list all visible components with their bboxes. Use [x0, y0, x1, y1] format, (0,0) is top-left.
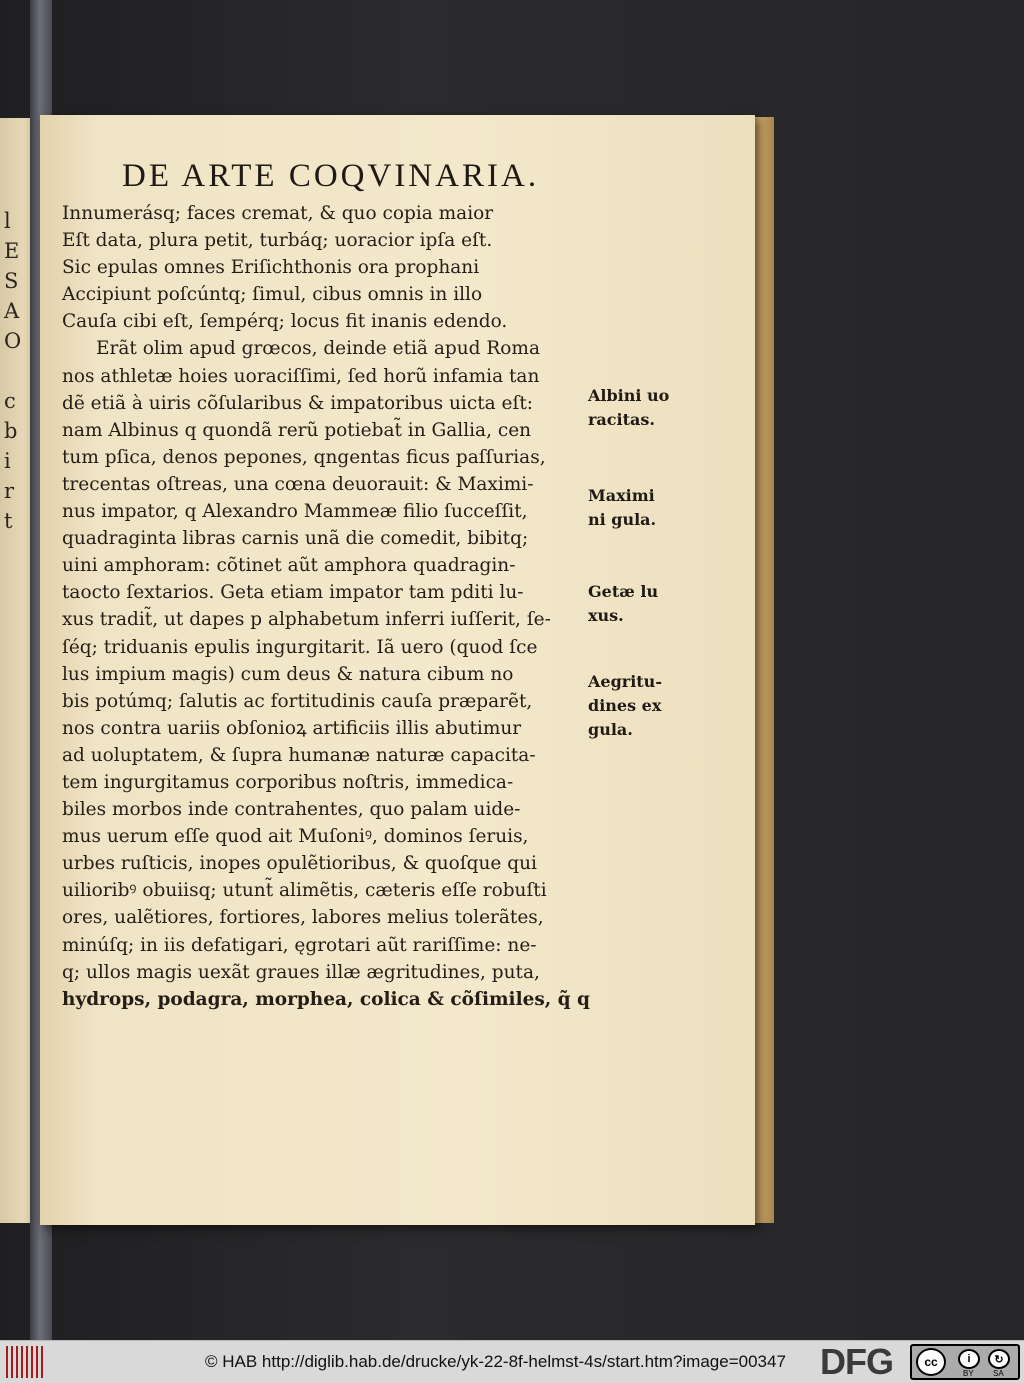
text-line: uilioribꝰ obuiisq; utunt̃ alimẽtis, cæteris eſſe robuſti — [62, 880, 547, 902]
source-credit-link[interactable]: © HAB http://diglib.hab.de/drucke/yk-22-8f-helmst-4s/start.htm?image=00347 — [205, 1352, 786, 1371]
margin-note-line: gula. — [588, 720, 633, 739]
text-line: nus impator, q Alexandro Mammeæ filio ſucceſſit, — [62, 501, 528, 523]
text-line: Accipiunt poſcúntq; ſimul, cibus omnis in illo — [62, 284, 483, 306]
attribution-icon: i — [958, 1349, 980, 1369]
text-line: biles morbos inde contrahentes, quo palam uide- — [62, 799, 521, 821]
facing-page-letter: l — [4, 209, 11, 233]
text-line: minúſq; in iis defatigari, ęgrotari aũt rariſſime: ne- — [62, 934, 537, 956]
text-line: nam Albinus q quondã rerũ potiebat̃ in Gallia, cen — [62, 419, 532, 441]
text-line: Cauſa cibi eſt, ſempérq; locus fit inanis edendo. — [62, 311, 508, 333]
margin-note-geta — [588, 580, 708, 628]
text-line: quadraginta libras carnis unã die comedit, bibitq; — [62, 528, 529, 550]
text-line: taocto ſextarios. Geta etiam impator tam pditi lu- — [62, 582, 524, 604]
margin-note-line: Getæ lu — [588, 582, 659, 601]
margin-note-albinus — [588, 384, 708, 432]
barcode-icon[interactable] — [6, 1346, 46, 1378]
margin-note-line: racitas. — [588, 410, 655, 429]
facing-page-letter: O — [4, 329, 22, 353]
sa-label: SA — [993, 1369, 1004, 1378]
page-fore-edge — [752, 117, 774, 1223]
margin-note-line: dines ex — [588, 696, 662, 715]
text-line: hydrops, podagra, morphea, colica & cõſimiles, q̃ q — [62, 988, 590, 1010]
margin-note-line: Albini uo — [588, 386, 670, 405]
text-line: ad uoluptatem, & ſupra humanæ naturæ capacita- — [62, 744, 536, 766]
text-line: q; ullos magis uexãt graues illæ ægritudines, puta, — [62, 961, 540, 983]
body-text — [62, 200, 622, 1013]
margin-note-maximinus — [588, 484, 708, 532]
text-line: bis potúmq; ſalutis ac fortitudinis cauſa præparẽt, — [62, 690, 533, 712]
viewer-footer — [0, 1340, 1024, 1383]
facing-page-letter: r — [4, 479, 15, 503]
by-label: BY — [963, 1369, 974, 1378]
text-line: ſéq; triduanis epulis ingurgitarit. Iã uero (quod ſce — [62, 636, 538, 658]
facing-page-letter: E — [4, 239, 20, 263]
text-line: tem ingurgitamus corporibus noſtris, immedica- — [62, 771, 514, 793]
text-line: nos athletæ hoies uoraciſſimi, ſed horũ infamia tan — [62, 365, 540, 387]
text-line: mus uerum eſſe quod ait Muſoniꝰ, dominos ſeruis, — [62, 826, 529, 848]
text-line: dẽ etiã à uiris cõſularibus & impatoribus uicta eſt: — [62, 392, 534, 414]
margin-note-line: xus. — [588, 606, 624, 625]
margin-note-line: ni gula. — [588, 510, 657, 529]
facing-page-letter: b — [4, 419, 18, 443]
facing-page-letter: c — [4, 389, 16, 413]
margin-note-line: Maximi — [588, 486, 655, 505]
cc-icon: cc — [916, 1348, 946, 1376]
facing-page-letter: t — [4, 509, 13, 533]
text-line: Sic epulas omnes Eriſichthonis ora prophani — [62, 257, 480, 279]
margin-note-aegritudines — [588, 670, 708, 742]
text-line: Innumerásq; faces cremat, & quo copia maior — [62, 203, 494, 224]
text-line: urbes ruſticis, inopes opulẽtioribus, & quoſque qui — [62, 853, 537, 875]
text-line: uini amphoram: cõtinet aũt amphora quadragin- — [62, 555, 516, 577]
text-line: tum pſica, denos pepones, qngentas ficus paſſurias, — [62, 446, 546, 468]
margin-note-line: Aegritu- — [588, 672, 662, 691]
facing-page-letter: A — [4, 299, 20, 323]
facing-page-letter: i — [4, 449, 11, 473]
facing-page-letter: S — [4, 269, 19, 293]
running-head: DE ARTE COQVINARIA. — [122, 158, 540, 194]
text-line: xus tradit̃, ut dapes p alphabetum inferri iuſſerit, ſe- — [62, 609, 551, 631]
text-line: trecentas oſtreas, una cœna deuorauit: & Maximi- — [62, 473, 534, 495]
text-line: Erãt olim apud grœcos, deinde etiã apud Roma — [96, 338, 540, 360]
text-line: nos contra uariis obſonioꝝ artificiis illis abutimur — [62, 717, 522, 739]
text-line: ores, ualẽtiores, fortiores, labores melius tolerãtes, — [62, 907, 544, 929]
cc-by-sa-license-badge[interactable] — [910, 1344, 1020, 1380]
text-line: Eſt data, plura petit, turbáq; uoracior ipſa eſt. — [62, 230, 493, 252]
share-alike-icon: ↻ — [988, 1349, 1010, 1369]
text-line: lus impium magis) cum deus & natura cibum no — [62, 663, 514, 685]
dfg-logo[interactable]: DFG — [820, 1341, 893, 1382]
